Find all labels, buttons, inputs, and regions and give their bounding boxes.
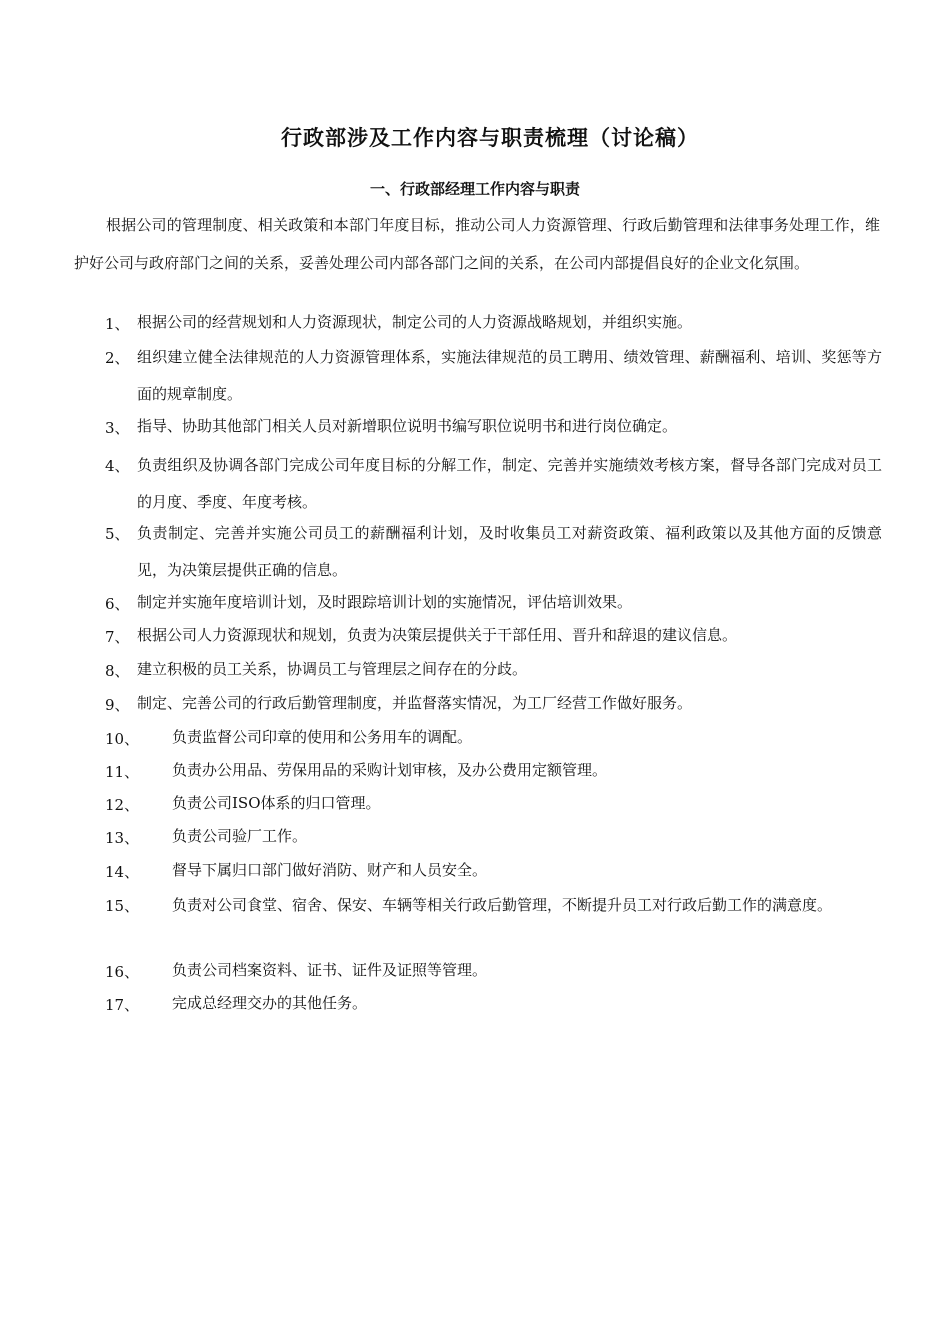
item-number: 11、 xyxy=(105,763,140,781)
item-number: 8、 xyxy=(105,662,130,680)
item-text: 完成总经理交办的其他任务。 xyxy=(172,994,368,1012)
item-text: 负责制定、完善并实施公司员工的薪酬福利计划，及时收集员工对薪资政策、福利政策以及其他方面的反馈意见，为决策层提供正确的信息。 xyxy=(137,524,882,579)
item-text: 负责对公司食堂、宿舍、保安、车辆等相关行政后勤管理，不断提升员工对行政后勤工作的满意度。 xyxy=(172,896,833,914)
item-text: 制定、完善公司的行政后勤管理制度，并监督落实情况，为工厂经营工作做好服务。 xyxy=(137,694,693,712)
item-number: 17、 xyxy=(105,996,140,1014)
item-number: 6、 xyxy=(105,595,130,613)
item-text: 根据公司人力资源现状和规划，负责为决策层提供关于干部任用、晋升和辞退的建议信息。 xyxy=(137,626,738,644)
list-item xyxy=(0,455,950,523)
intro-paragraph: 根据公司的管理制度、相关政策和本部门年度目标，推动公司人力资源管理、行政后勤管理和法律事务处理工作，维护好公司与政府部门之间的关系，妥善处理公司内部各部门之间的关系，在公司内部提倡良好的企业文化氛围。 xyxy=(74,216,880,272)
item-text: 负责组织及协调各部门完成公司年度目标的分解工作，制定、完善并实施绩效考核方案，督导各部门完成对员工的月度、季度、年度考核。 xyxy=(137,456,882,511)
list-item xyxy=(0,994,950,1027)
list-item xyxy=(0,895,950,961)
item-text: 组织建立健全法律规范的人力资源管理体系，实施法律规范的员工聘用、绩效管理、薪酬福利、培训、奖惩等方面的规章制度。 xyxy=(137,348,882,403)
item-number: 4、 xyxy=(105,457,130,475)
item-text: 负责公司验厂工作。 xyxy=(172,827,308,845)
item-text: 根据公司的经营规划和人力资源现状，制定公司的人力资源战略规划，并组织实施。 xyxy=(137,313,693,331)
item-text: 督导下属归口部门做好消防、财产和人员安全。 xyxy=(172,861,488,879)
item-number: 5、 xyxy=(105,525,130,543)
list-item xyxy=(0,523,950,593)
duty-list xyxy=(0,313,950,1027)
section-heading: 一、行政部经理工作内容与职责 xyxy=(369,180,580,198)
item-number: 2、 xyxy=(105,349,130,367)
item-text: 制定并实施年度培训计划，及时跟踪培训计划的实施情况，评估培训效果。 xyxy=(137,593,633,611)
item-number: 13、 xyxy=(105,829,140,847)
item-text: 建立积极的员工关系，协调员工与管理层之间存在的分歧。 xyxy=(137,660,528,678)
item-number: 1、 xyxy=(105,315,130,333)
item-number: 7、 xyxy=(105,628,130,646)
item-text: 负责公司ISO体系的归口管理。 xyxy=(172,794,381,812)
item-number: 15、 xyxy=(105,897,140,915)
item-number: 3、 xyxy=(105,419,130,437)
item-text: 负责办公用品、劳保用品的采购计划审核，及办公费用定额管理。 xyxy=(172,761,608,779)
item-number: 14、 xyxy=(105,863,140,881)
list-item xyxy=(0,347,950,417)
page-title: 行政部涉及工作内容与职责梳理（讨论稿） xyxy=(281,125,699,150)
item-number: 10、 xyxy=(105,730,140,748)
item-text: 负责公司档案资料、证书、证件及证照等管理。 xyxy=(172,961,488,979)
item-text: 指导、协助其他部门相关人员对新增职位说明书编写职位说明书和进行岗位确定。 xyxy=(137,417,678,435)
item-number: 12、 xyxy=(105,796,140,814)
item-text: 负责监督公司印章的使用和公务用车的调配。 xyxy=(172,728,473,746)
item-number: 9、 xyxy=(105,696,130,714)
item-number: 16、 xyxy=(105,963,140,981)
